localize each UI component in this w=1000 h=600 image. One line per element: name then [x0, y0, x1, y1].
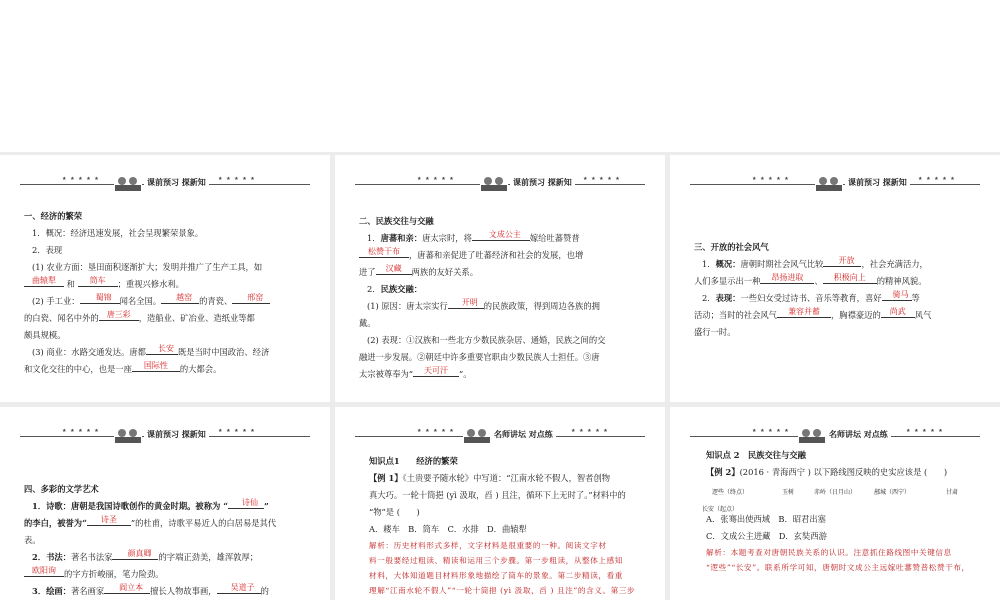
header-tag: 课前预习 探新知 — [144, 177, 209, 188]
header-tag: 课前预习 探新知 — [845, 177, 910, 188]
slide-example-1 — [335, 407, 665, 600]
slide-header: ★ ★ ★ ★ ★ 名师讲坛 对点练 ★ ★ ★ ★ ★ — [690, 427, 980, 445]
stars-left: ★ ★ ★ ★ ★ — [62, 176, 100, 182]
answer-blank: 积极向上 — [823, 272, 877, 284]
slide-economy — [0, 155, 330, 402]
slide-header: ★ ★ ★ ★ ★ 课前预习 探新知 ★ ★ ★ ★ ★ — [355, 175, 645, 193]
answer-blank: 骑马 — [882, 289, 912, 301]
header-tag: 名师讲坛 对点练 — [491, 429, 556, 440]
answer-blank: 筒车 — [78, 275, 118, 287]
answer-blank: 曲辕犁 — [24, 275, 64, 287]
slide-ethnic-relations — [335, 155, 665, 402]
blank-top-area — [0, 0, 1000, 152]
route-stop: 玉树 — [782, 489, 795, 496]
route-stop: 鄯城（西宁） — [874, 489, 911, 496]
route-map — [702, 481, 992, 513]
answer-blank: 颜真卿 — [112, 548, 158, 560]
answer-blank: 蜀锦 — [80, 292, 120, 304]
slide-header: ★ ★ ★ ★ ★ 课前预习 探新知 ★ ★ ★ ★ ★ — [20, 427, 310, 445]
answer-blank: 尚武 — [881, 306, 915, 318]
route-stop: 甘肃 — [946, 489, 959, 496]
answer-blank: 长安 — [146, 343, 178, 355]
slide-header: ★ ★ ★ ★ ★ 课前预习 探新知 ★ ★ ★ ★ ★ — [690, 175, 980, 193]
slide-content: 知识点1 经济的繁荣 【例 1】《土贵要予随水轮》中写道：“江南水轮不假人，智者创物 真大巧。一轮十筒挹 (yì 汲取，舀 ) 且注，循环下上无时了。”材料中的 “物”是 ( ) A．耧车 B．筒车 C．水排 D．曲辕犁 解析：历史材料形式多样，文字材料是很重要的一种。阅读文字材 料一般要经过粗读、精读和运用三个步骤。第一步粗读，从整体上感知 材料，大体知道题目材料形象地描绘了筒车的景象。第二步精读，看重 理解“江南水轮不假人”“一轮十筒挹 (yì 汲取，舀 ) 且注”的含义。第三步 — [369, 453, 653, 598]
answer-blank: 天可汗 — [413, 365, 459, 377]
stars-right: ★ ★ ★ ★ ★ — [218, 176, 256, 182]
header-tag: 课前预习 探新知 — [144, 429, 209, 440]
slide-example-2 — [670, 407, 1000, 600]
answer-blank: 欧阳询 — [24, 565, 64, 577]
section-heading: 四、多彩的文学艺术 — [24, 484, 99, 494]
answer-blank: 国际性 — [132, 360, 180, 372]
route-stop: 长安（起点） — [702, 506, 739, 513]
answer-options: A．张骞出使西域 B．昭君出塞 — [706, 514, 826, 524]
knowledge-point-title: 知识点 2 民族交往与交融 — [706, 450, 806, 460]
students-logo-icon — [114, 175, 142, 192]
slide-content: 二、民族交往与交融 1．唐蕃和亲：唐太宗时，将 文成公主 嫁给吐蕃赞普 松赞干布 ，唐蕃和亲促进了吐蕃经济和社会的发展，也增 进了 汉藏 两族的友好关系。 2．民族交融： (1) 原因：唐太宗实行 开明 的民族政策，得到周边各族的拥 戴。 (2) 表现：①汉族和一些北方少数民族杂居、通婚，民族之间的交 融进一步发展。②朝廷中许多重要官职由少数民族人士担任。③唐 太宗被尊奉为“ 天可汗 ”。 — [359, 213, 647, 383]
slide-literature-arts — [0, 407, 330, 600]
section-heading: 三、开放的社会风气 — [694, 242, 769, 252]
answer-blank: 吴道子 — [217, 582, 261, 594]
students-logo-icon — [798, 427, 826, 444]
students-logo-icon — [815, 175, 843, 192]
students-logo-icon — [480, 175, 508, 192]
slide-header: ★ ★ ★ ★ ★ 名师讲坛 对点练 ★ ★ ★ ★ ★ — [355, 427, 645, 445]
knowledge-point-title: 知识点1 经济的繁荣 — [369, 456, 458, 466]
slide-content: 知识点 2 民族交往与交融 【例 2】(2016 · 青海西宁 ) 以下路线图反映的史实应该是 ( ) 逻些（终点） 玉树 赤岭（日月山） 鄯城（西宁） 甘肃 长安（起点） A．张骞出使西域 B．昭君出塞 C．文成公主进藏 D．玄奘西游 解析：本题考查对唐朝民族关系的认识。注意抓住路线图中关键信息 “逻些”“长安”。联系所学可知，唐朝时文成公主远嫁吐蕃赞普松赞干布， — [706, 447, 992, 575]
slide-header — [20, 175, 310, 193]
section-heading: 二、民族交往与交融 — [359, 216, 434, 226]
explanation: 解析：历史材料形式多样，文字材料是很重要的一种。阅读文字材 — [369, 541, 607, 550]
route-stop: 逻些（终点） — [712, 489, 749, 496]
section-heading: 一、经济的繁荣 — [24, 211, 83, 221]
answer-blank: 诗仙 — [228, 497, 264, 509]
header-tag: 课前预习 探新知 — [510, 177, 575, 188]
explanation: 解析：本题考查对唐朝民族关系的认识。注意抓住路线图中关键信息 — [706, 548, 952, 557]
slide-content: 四、多彩的文学艺术 1．诗歌：唐朝是我国诗歌创作的黄金时期。被称为 “ 诗仙 ” 的李白，被誉为“ 诗圣 ”的杜甫，诗歌平易近人的白居易是其代 表。 2．书法：著名书法家 颜真卿 的字端正劲美，雄浑敦厚； 欧阳询 的字方折峻丽，笔力险劲。 3．绘画：著名画家 阎立本 擅长人物故事画， 吴道子 的 — [24, 481, 312, 600]
slide-social-customs — [670, 155, 1000, 402]
answer-blank: 汉藏 — [376, 263, 412, 275]
students-logo-icon — [114, 427, 142, 444]
answer-blank: 唐三彩 — [99, 309, 139, 321]
answer-blank: 开明 — [448, 297, 484, 309]
slide-content: 三、开放的社会风气 1．概况：唐朝时期社会风气比较 开放 ，社会充满活力， 人们多显示出一种 昂扬进取 、 积极向上 的精神风貌。 2．表现：一些妇女受过诗书、音乐等教育，喜好 骑马 等 活动；当时的社会风气 兼容并蓄 ，胸襟豪迈的 尚武 风气 盛行一时。 — [694, 239, 982, 341]
slide-content: 一、经济的繁荣 1．概况：经济迅速发展，社会呈现繁荣景象。 2．表现 (1) 农业方面：垦田面积逐渐扩大；发明并推广了生产工具，如 曲辕犁 和 筒车 ；重视兴修水利。 (2) 手工业： 蜀锦 闻名全国。 越窑 的青瓷、 邢窑 的白瓷、闻名中外的 唐三彩 ，造船业、矿冶业、造纸业等都 颇具规模。 (3) 商业：水路交通发达。唐都 长安 既是当时中国政治、经济 和文化交往的中心，也是一座 国际性 的大都会。 — [24, 208, 312, 378]
header-tag: 名师讲坛 对点练 — [826, 429, 891, 440]
answer-blank: 诗圣 — [87, 514, 131, 526]
answer-blank: 文成公主 — [472, 229, 530, 241]
answer-blank: 昂扬进取 — [760, 272, 814, 284]
answer-blank: 兼容并蓄 — [777, 306, 831, 318]
answer-blank: 越窑 — [161, 292, 199, 304]
route-stop: 赤岭（日月山） — [814, 489, 857, 496]
students-logo-icon — [463, 427, 491, 444]
answer-options: A．耧车 B．筒车 C．水排 D．曲辕犁 — [369, 524, 527, 534]
answer-blank: 邢窑 — [232, 292, 270, 304]
answer-blank: 阎立本 — [104, 582, 150, 594]
answer-blank: 松赞干布 — [359, 246, 409, 258]
answer-blank: 开放 — [823, 255, 861, 267]
